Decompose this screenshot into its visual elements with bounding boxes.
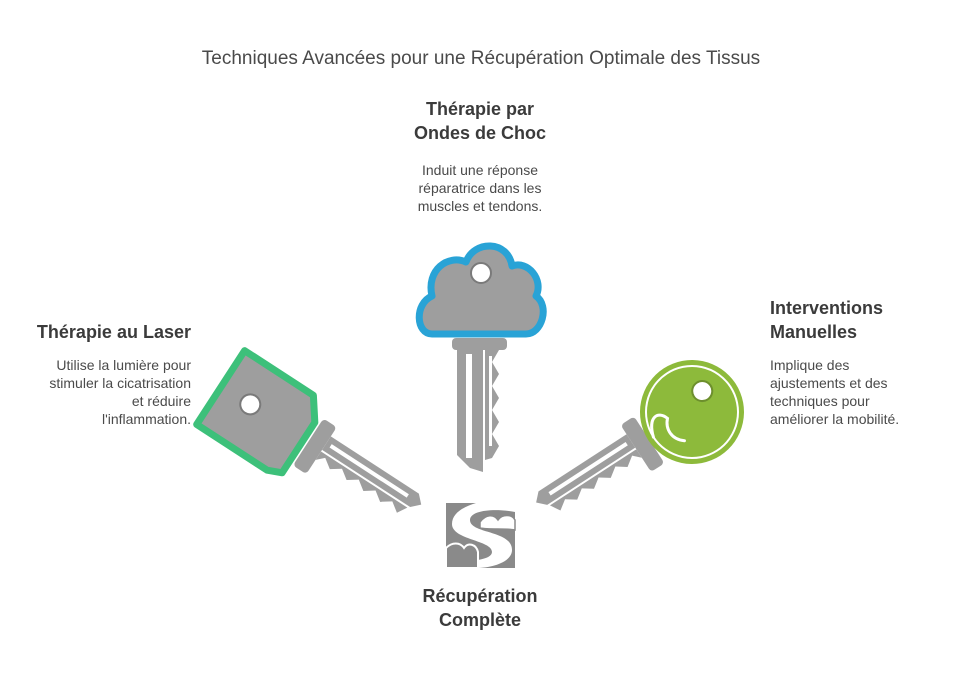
right-key-head	[620, 340, 764, 484]
diagram-title: Techniques Avancées pour une Récupération Optimale des Tissus	[201, 48, 761, 69]
top-heading-line-1: Thérapie par	[425, 99, 535, 119]
top-key-icon	[419, 246, 543, 472]
left-desc-line-4: l'inflammation.	[101, 411, 191, 427]
right-desc-line-4: améliorer la mobilité.	[770, 411, 900, 427]
top-heading-line-2: Ondes de Choc	[413, 123, 547, 143]
right-desc-line-1: Implique des	[770, 357, 850, 373]
top-desc-line-2: réparatrice dans les	[418, 180, 542, 196]
left-desc-line-3: et réduire	[131, 393, 191, 409]
left-desc-line-1: Utilise la lumière pour	[56, 357, 191, 373]
top-desc-line-3: muscles et tendons.	[417, 198, 543, 214]
right-key-blade	[526, 416, 665, 533]
left-key-blade	[293, 418, 432, 535]
right-key-icon	[513, 340, 764, 554]
right-heading-line-1: Interventions	[770, 298, 884, 318]
left-heading-line-1: Thérapie au Laser	[36, 322, 191, 342]
top-key-blade	[452, 338, 507, 472]
right-desc-line-2: ajustements et des	[770, 375, 888, 391]
left-desc-line-2: stimuler la cicatrisation	[49, 375, 191, 391]
top-desc-line-1: Induit une réponse	[422, 162, 538, 178]
right-desc-line-3: techniques pour	[770, 393, 870, 409]
bottom-heading-line-1: Récupération	[422, 586, 538, 606]
river-icon	[446, 503, 515, 568]
bottom-heading-line-2: Complète	[438, 610, 521, 630]
left-key-icon	[197, 351, 439, 551]
right-heading-line-2: Manuelles	[770, 322, 858, 342]
top-key-hole	[471, 263, 491, 283]
top-key-head	[419, 246, 543, 334]
